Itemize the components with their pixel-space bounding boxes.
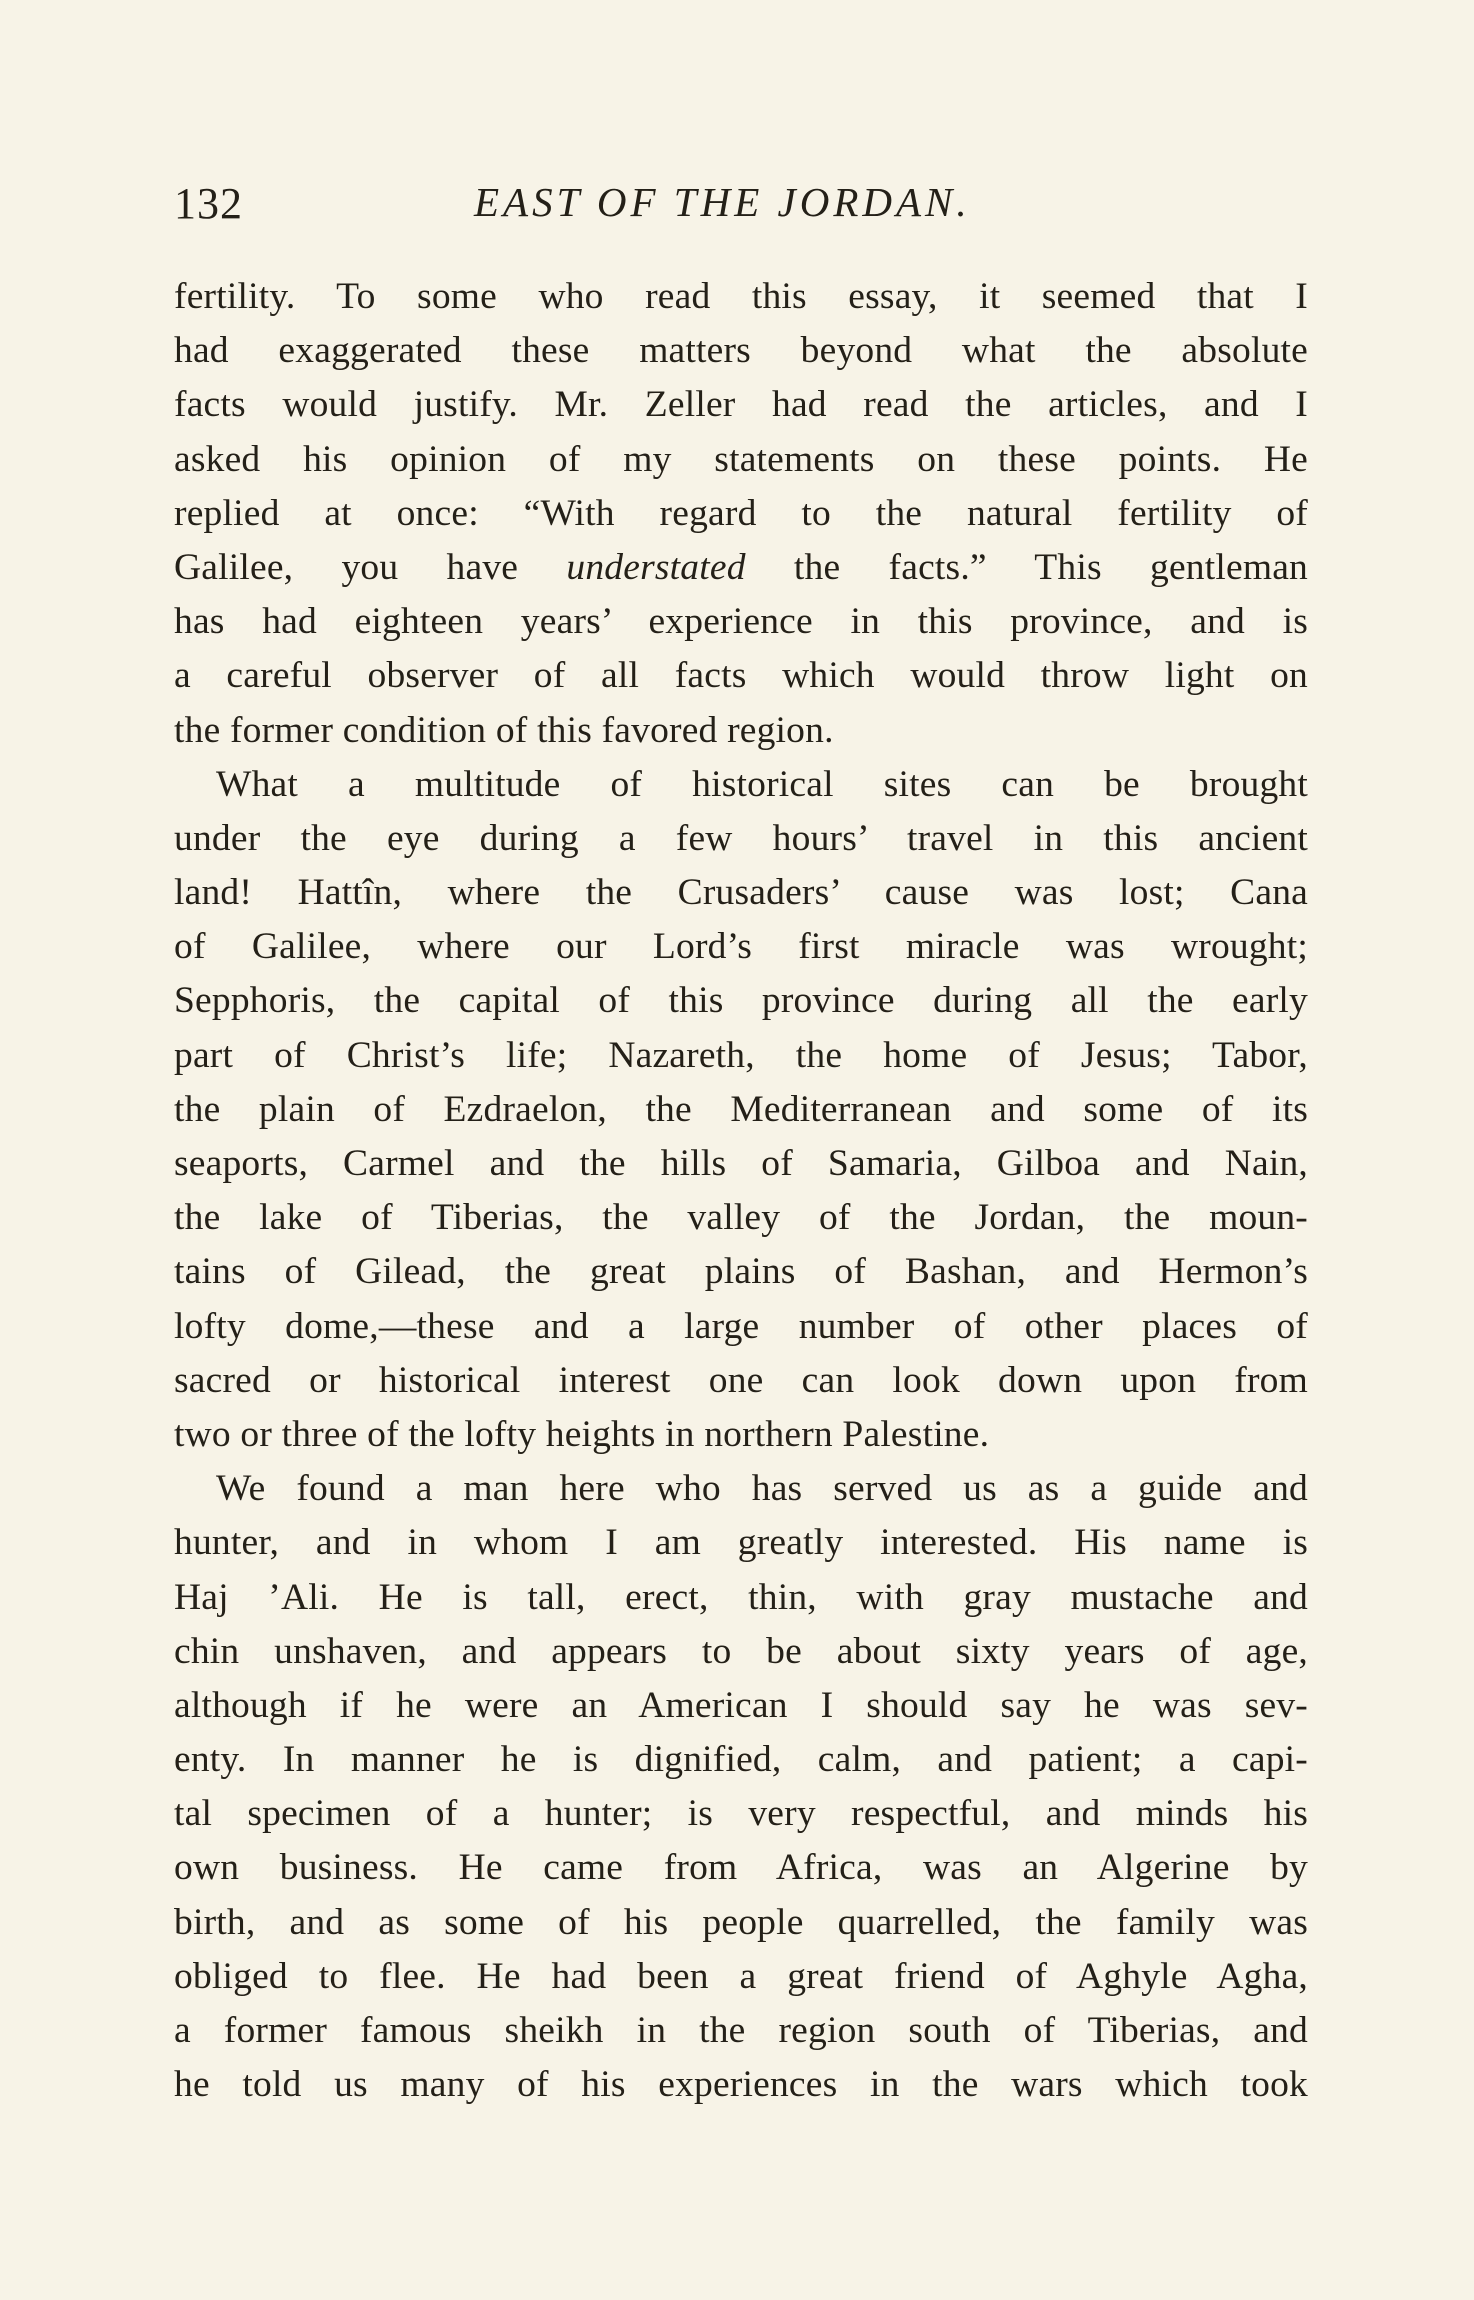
text-line: Sepphoris, the capital of this province during all the early [174,980,1308,1022]
text-line: enty. In manner he is dignified, calm, and patient; a capi- [174,1739,1308,1781]
text-line: two or three of the lofty heights in northern Palestine. [174,1413,990,1455]
text-line: under the eye during a few hours’ travel in this ancient [174,817,1308,859]
text-line: chin unshaven, and appears to be about sixty years of age, [174,1630,1308,1672]
text-line: of Galilee, where our Lord’s first miracle was wrought; [174,926,1308,968]
text-line: although if he were an American I should say he was sev- [174,1684,1308,1726]
running-head [174,176,1302,236]
text-line: hunter, and in whom I am greatly interested. His name is [174,1522,1308,1564]
text-line: the lake of Tiberias, the valley of the Jordan, the moun- [174,1197,1308,1239]
text-line: tains of Gilead, the great plains of Bashan, and Hermon’s [174,1251,1308,1293]
text-line: seaports, Carmel and the hills of Samaria, Gilboa and Nain, [174,1143,1308,1184]
text-line: obliged to flee. He had been a great friend of Aghyle Agha, [174,1955,1308,1997]
text-line: the former condition of this favored region. [174,709,834,751]
text-line: he told us many of his experiences in the wars which took [174,2064,1308,2106]
text-run: the facts.” This gentleman [745,546,1308,588]
text-line-with-emphasis [174,541,1308,595]
emphasized-word: understated [566,546,746,588]
paragraph-first-line: What a multitude of historical sites can be brought [216,763,1308,805]
text-line: replied at once: “With regard to the natural fertility of [174,492,1308,534]
text-line: own business. He came from Africa, was an Algerine by [174,1847,1308,1889]
text-line: fertility. To some who read this essay, it seemed that I [174,276,1308,317]
body-text [174,270,1308,2112]
text-line: part of Christ’s life; Nazareth, the home of Jesus; Tabor, [174,1034,1308,1076]
text-line: sacred or historical interest one can look down upon from [174,1359,1308,1401]
text-line: a former famous sheikh in the region south of Tiberias, and [174,2010,1308,2051]
running-title: EAST OF THE JORDAN. [474,179,971,225]
text-line: a careful observer of all facts which would throw light on [174,655,1308,697]
text-line: lofty dome,—these and a large number of other places of [174,1305,1308,1347]
text-line: birth, and as some of his people quarrelled, the family was [174,1901,1308,1943]
paragraph-first-line: We found a man here who has served us as a guide and [216,1468,1308,1510]
page-number: 132 [174,179,243,228]
text-line: asked his opinion of my statements on these points. He [174,438,1308,480]
text-line: facts would justify. Mr. Zeller had read the articles, and I [174,384,1308,426]
text-line: had exaggerated these matters beyond what the absolute [174,330,1308,372]
text-line: tal specimen of a hunter; is very respectful, and minds his [174,1793,1308,1835]
text-run: Galilee, you have [174,546,567,588]
text-line: the plain of Ezdraelon, the Mediterranean and some of its [174,1088,1308,1130]
text-line: land! Hattîn, where the Crusaders’ cause was lost; Cana [174,872,1308,914]
text-line: Haj ’Ali. He is tall, erect, thin, with gray mustache and [174,1576,1308,1618]
text-line: has had eighteen years’ experience in this province, and is [174,601,1308,643]
